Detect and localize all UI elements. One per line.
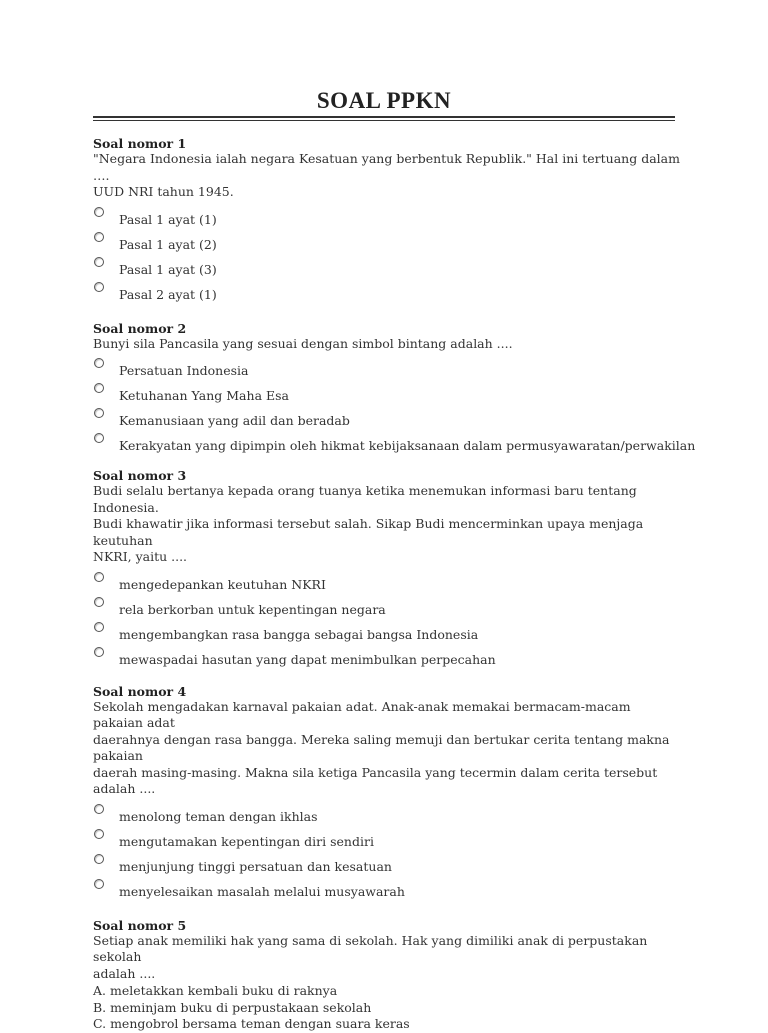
question-2 <box>93 320 696 459</box>
answer-option[interactable] <box>93 383 683 408</box>
radio-button[interactable] <box>94 597 104 607</box>
radio-button[interactable] <box>94 572 104 582</box>
question-5 <box>93 918 683 1033</box>
answer-option[interactable] <box>93 622 683 647</box>
answer-option[interactable] <box>93 257 683 282</box>
radio-button[interactable] <box>94 804 104 814</box>
answer-option[interactable] <box>93 854 683 879</box>
answer-option-label: Pasal 1 ayat (1) <box>119 211 217 227</box>
question-text-line: adalah .... <box>93 781 156 796</box>
question-heading: Soal nomor 4 <box>93 683 187 699</box>
answer-option[interactable] <box>93 572 683 597</box>
question-heading: Soal nomor 2 <box>93 320 187 336</box>
answer-options <box>93 572 683 672</box>
answer-option-label: mengembangkan rasa bangga sebagai bangsa Indonesia <box>119 626 479 642</box>
radio-button[interactable] <box>94 622 104 632</box>
answer-option-label: menyelesaikan masalah melalui musyawarah <box>119 883 405 899</box>
question-heading: Soal nomor 3 <box>93 468 187 483</box>
page-title: SOAL PPKN <box>316 88 452 113</box>
answer-option[interactable] <box>93 597 683 622</box>
answer-option-label: Pasal 1 ayat (3) <box>119 261 217 277</box>
radio-button[interactable] <box>94 879 104 889</box>
radio-button[interactable] <box>94 647 104 657</box>
questions-container <box>93 136 696 1033</box>
question-text-line: "Negara Indonesia ialah negara Kesatuan yang berbentuk Republik." Hal ini tertuang dalam …. <box>93 151 680 183</box>
answer-option-label: mengutamakan kepentingan diri sendiri <box>119 833 374 849</box>
lettered-options <box>93 983 683 1033</box>
radio-button[interactable] <box>94 408 104 418</box>
question-text-line: adalah .... <box>93 965 156 981</box>
question-1 <box>93 136 683 307</box>
question-text-line: Budi khawatir jika informasi tersebut salah. Sikap Budi mencerminkan upaya menjaga keutuhan <box>93 516 644 548</box>
answer-option[interactable] <box>93 879 683 904</box>
answer-option[interactable] <box>93 207 683 232</box>
answer-option-label: Persatuan Indonesia <box>119 363 249 378</box>
question-text-line: Setiap anak memiliki hak yang sama di sekolah. Hak yang dimiliki anak di perpustakan sekolah <box>93 932 648 964</box>
lettered-option: B. meminjam buku di perpustakaan sekolah <box>93 999 372 1015</box>
answer-option-label: Pasal 2 ayat (1) <box>119 286 217 302</box>
question-text-line: Budi selalu bertanya kepada orang tuanya ketika menemukan informasi baru tentang Indonesia. <box>93 483 637 515</box>
radio-button[interactable] <box>94 257 104 267</box>
radio-button[interactable] <box>94 433 104 443</box>
answer-option[interactable] <box>93 433 696 458</box>
title-divider-thin <box>93 120 675 121</box>
lettered-option: A. meletakkan kembali buku di raknya <box>93 983 338 998</box>
answer-option[interactable] <box>93 232 683 257</box>
lettered-option: C. mengobrol bersama teman dengan suara keras <box>93 1016 410 1031</box>
question-text-line: daerahnya dengan rasa bangga. Mereka saling memuji dan bertukar cerita tentang makna pakaian <box>93 731 670 763</box>
answer-options <box>93 804 683 904</box>
answer-option-label: Kemanusiaan yang adil dan beradab <box>119 413 350 428</box>
answer-options <box>93 358 696 458</box>
title-divider <box>93 116 675 118</box>
answer-option-label: menolong teman dengan ikhlas <box>119 808 318 824</box>
answer-option[interactable] <box>93 358 683 383</box>
answer-option-label: mengedepankan keutuhan NKRI <box>119 576 326 592</box>
question-text-line: daerah masing-masing. Makna sila ketiga Pancasila yang tecermin dalam cerita tersebut <box>93 764 658 780</box>
radio-button[interactable] <box>94 358 104 368</box>
radio-button[interactable] <box>94 829 104 839</box>
radio-button[interactable] <box>94 282 104 292</box>
answer-option-label: mewaspadai hasutan yang dapat menimbulkan perpecahan <box>119 651 496 667</box>
question-heading: Soal nomor 1 <box>93 136 187 151</box>
answer-option-label: Kerakyatan yang dipimpin oleh hikmat kebijaksanaan dalam permusyawaratan/perwakilan <box>119 438 696 453</box>
answer-option-label: rela berkorban untuk kepentingan negara <box>119 601 386 617</box>
radio-button[interactable] <box>94 232 104 242</box>
answer-option-label: Ketuhanan Yang Maha Esa <box>119 388 289 403</box>
answer-option[interactable] <box>93 829 683 854</box>
answer-option-label: menjunjung tinggi persatuan dan kesatuan <box>119 858 392 874</box>
question-text-line: NKRI, yaitu .... <box>93 549 188 564</box>
radio-button[interactable] <box>94 383 104 393</box>
answer-option[interactable] <box>93 804 683 829</box>
answer-option[interactable] <box>93 408 683 433</box>
question-4 <box>93 684 683 904</box>
question-text-line: Bunyi sila Pancasila yang sesuai dengan simbol bintang adalah .... <box>93 335 513 351</box>
radio-button[interactable] <box>94 207 104 217</box>
answer-option[interactable] <box>93 647 683 672</box>
question-text-line: UUD NRI tahun 1945. <box>93 184 234 199</box>
question-3 <box>93 468 683 672</box>
answer-option-label: Pasal 1 ayat (2) <box>119 236 217 252</box>
radio-button[interactable] <box>94 854 104 864</box>
question-text-line: Sekolah mengadakan karnaval pakaian adat. Anak-anak memakai bermacam-macam pakaian adat <box>93 698 631 730</box>
answer-options <box>93 207 683 307</box>
answer-option[interactable] <box>93 282 683 307</box>
question-heading: Soal nomor 5 <box>93 917 187 933</box>
